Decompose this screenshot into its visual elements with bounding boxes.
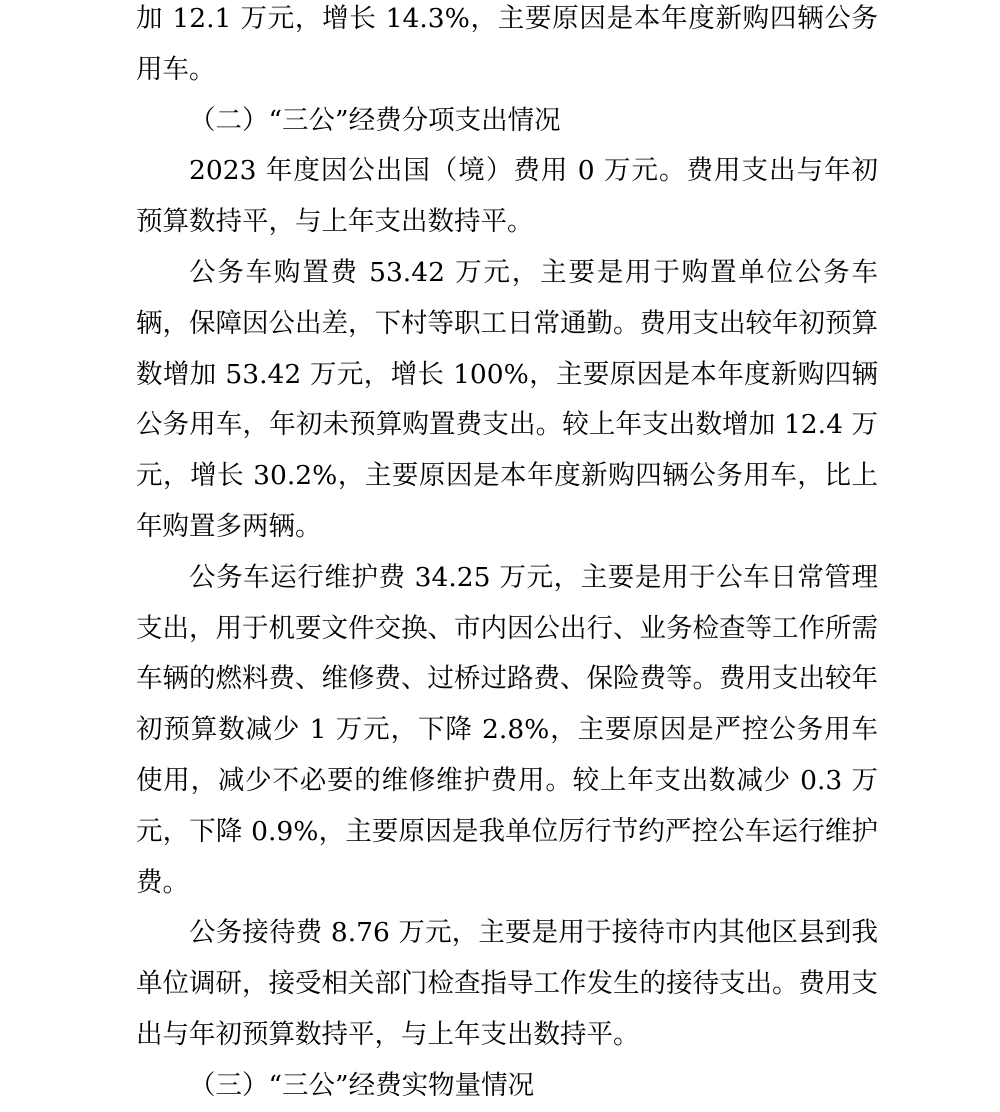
paragraph-overseas-travel: 2023 年度因公出国（境）费用 0 万元。费用支出与年初预算数持平，与上年支出数持平。 [136,155,878,238]
paragraph-reception: 公务接待费 8.76 万元，主要是用于接待市内其他区县到我单位调研，接受相关部门检查指导工作发生的接待支出。费用支出与年初预算数持平，与上年支出数持平。 [136,917,878,1050]
paragraph-vehicle-maintenance: 公务车运行维护费 34.25 万元，主要是用于公车日常管理支出，用于机要文件交换、市内因公出行、业务检查等工作所需车辆的燃料费、维修费、过桥过路费、保险费等。费用支出较年初预算数减少 1 万元，下降 2.8%，主要原因是严控公务用车使用，减少不必要的维修维护费用。较上年支出数减少 0.3 万元，下降 0.9%，主要原因是我单位厉行节约严控公车运行维护费。 [136,561,878,898]
document-body [136,0,878,1112]
section-heading-item-expenses: （二）“三公”经费分项支出情况 [189,104,561,136]
section-heading-physical-quantity: （三）“三公”经费实物量情况 [189,1069,535,1101]
paragraph-vehicle-purchase: 公务车购置费 53.42 万元，主要是用于购置单位公务车辆，保障因公出差，下村等职工日常通勤。费用支出较年初预算数增加 53.42 万元，增长 100%，主要原因是本年度新购四辆公务用车，年初未预算购置费支出。较上年支出数增加 12.4 万元，增长 30.2%，主要原因是本年度新购四辆公务用车，比上年购置多两辆。 [136,256,878,542]
continuation-paragraph: 加 12.1 万元，增长 14.3%，主要原因是本年度新购四辆公务用车。 [136,3,878,85]
